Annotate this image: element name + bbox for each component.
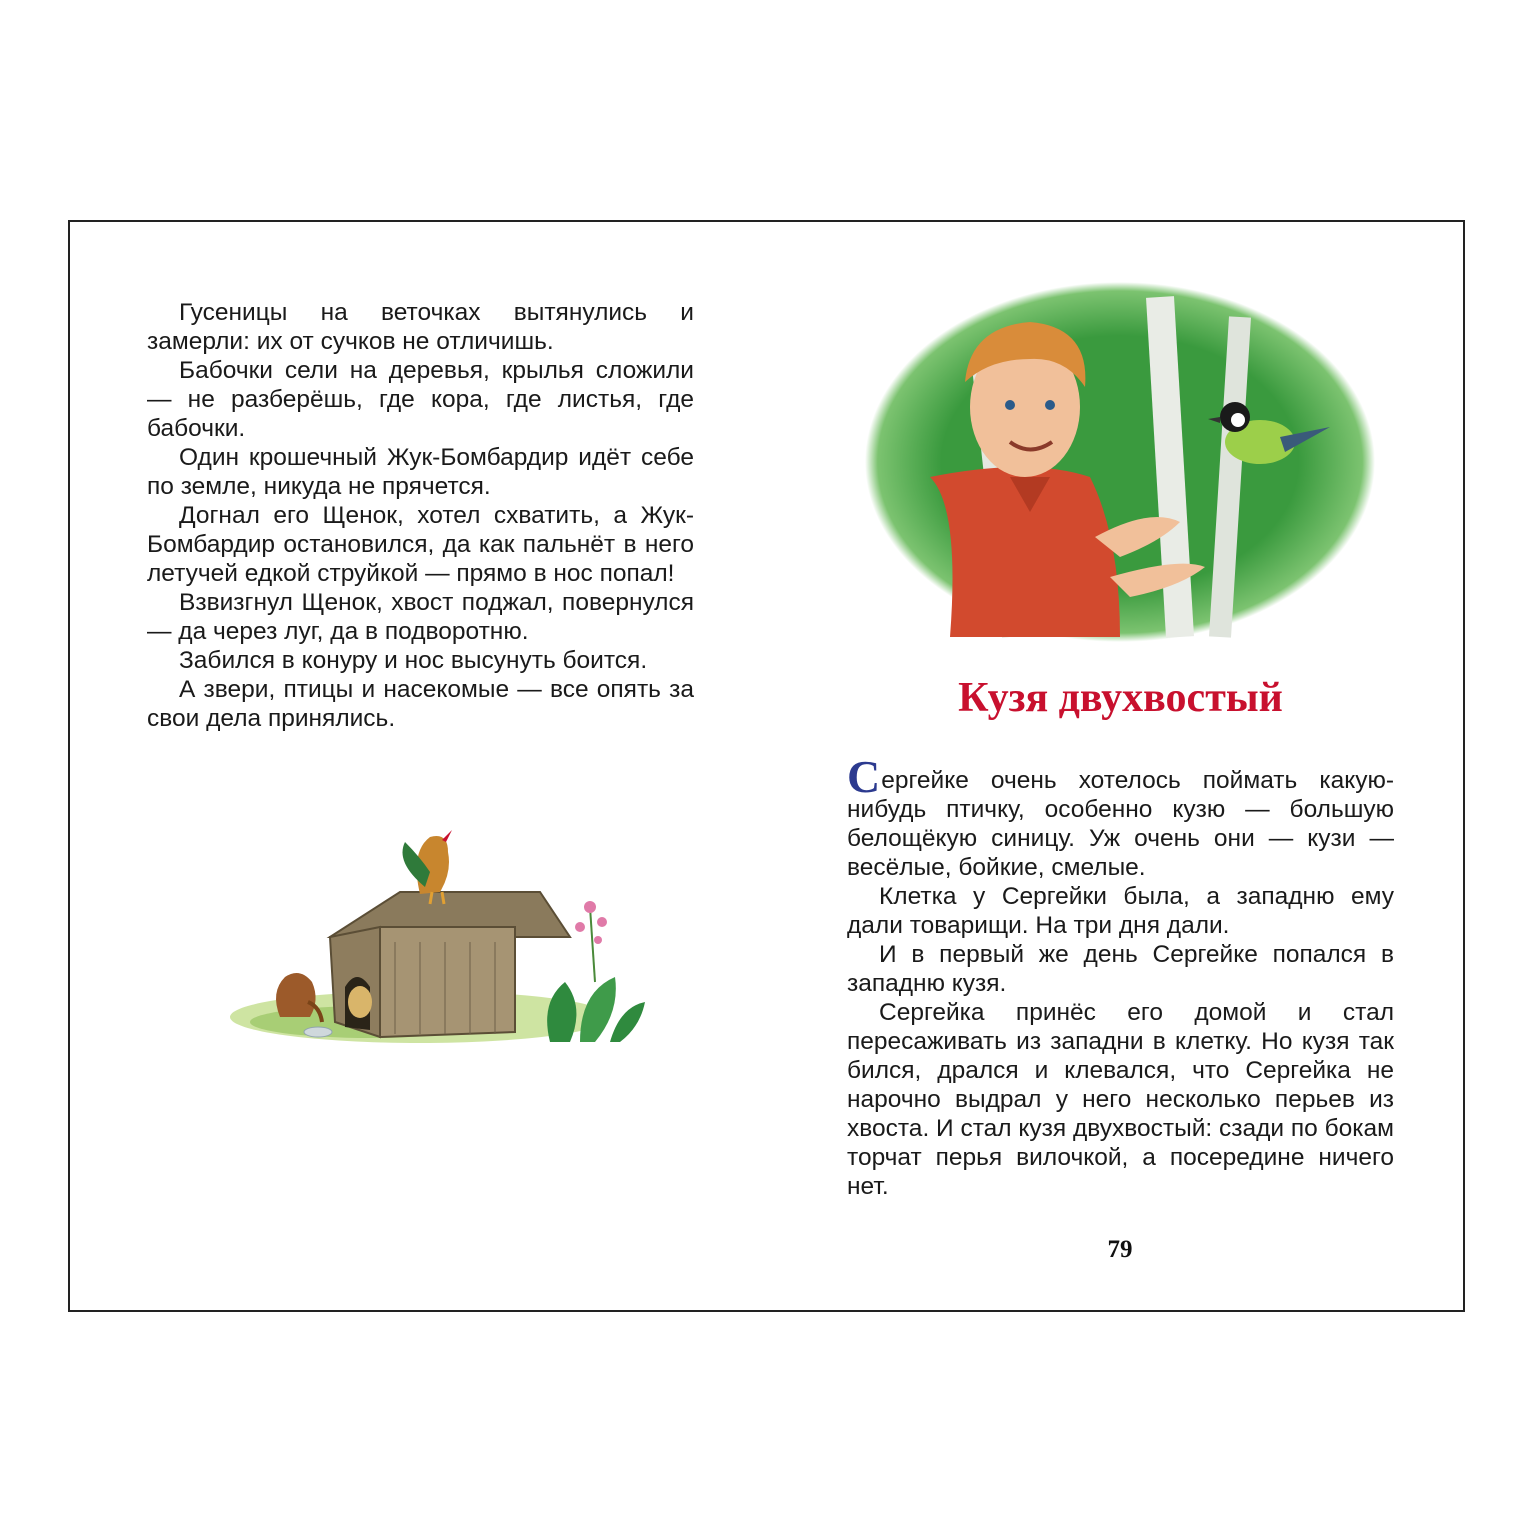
first-paragraph-text: ергейке очень хотелось поймать какую-нибудь птичку, особенно кузю — большую белощёкую синицу. Уж очень они — кузи — весёлые, бойкие, смелые. <box>847 767 1394 881</box>
paragraph: Бабочки сели на деревья, крылья сложили — не разберёшь, где кора, где листья, где бабочки. <box>147 357 694 442</box>
paragraph: Сергейка принёс его домой и стал пересаживать из западни в клетку. Но кузя так бился, дрался и клевался, что Сергейка не нарочно выдрал у него несколько перьев из хвоста. И стал кузя двухвостый: сзади по бокам торчат перья вилочкой, а посередине ничего нет. <box>847 999 1394 1200</box>
paragraph: Один крошечный Жук-Бомбардир идёт себе по земле, никуда не прячется. <box>147 444 694 500</box>
story-title: Кузя двухвостый <box>958 675 1283 721</box>
paragraph: Взвизгнул Щенок, хвост поджал, повернулся — да через луг, да в подворотню. <box>147 589 694 645</box>
doghouse-illustration <box>220 812 650 1052</box>
right-page-text <box>847 751 1394 1201</box>
paragraph: А звери, птицы и насекомые — все опять за свои дела принялись. <box>147 676 694 732</box>
first-paragraph <box>847 751 1394 882</box>
page-number: 79 <box>1107 1236 1133 1263</box>
paragraph: Клетка у Сергейки была, а западню ему дали товарищи. На три дня дали. <box>847 883 1394 939</box>
boy-with-bird-illustration <box>860 277 1380 647</box>
paragraph: Забился в конуру и нос высунуть боится. <box>179 647 648 674</box>
paragraph: Догнал его Щенок, хотел схватить, а Жук-Бомбардир остановился, да как пальнёт в него летучей едкой струйкой — прямо в нос попал! <box>147 502 694 587</box>
paragraph: Гусеницы на веточках вытянулись и замерли: их от сучков не отличишь. <box>147 299 694 355</box>
drop-cap: С <box>847 751 881 802</box>
left-page-text <box>147 298 694 733</box>
book-spread <box>68 220 1465 1312</box>
paragraph: И в первый же день Сергейке попался в западню кузя. <box>847 941 1394 997</box>
